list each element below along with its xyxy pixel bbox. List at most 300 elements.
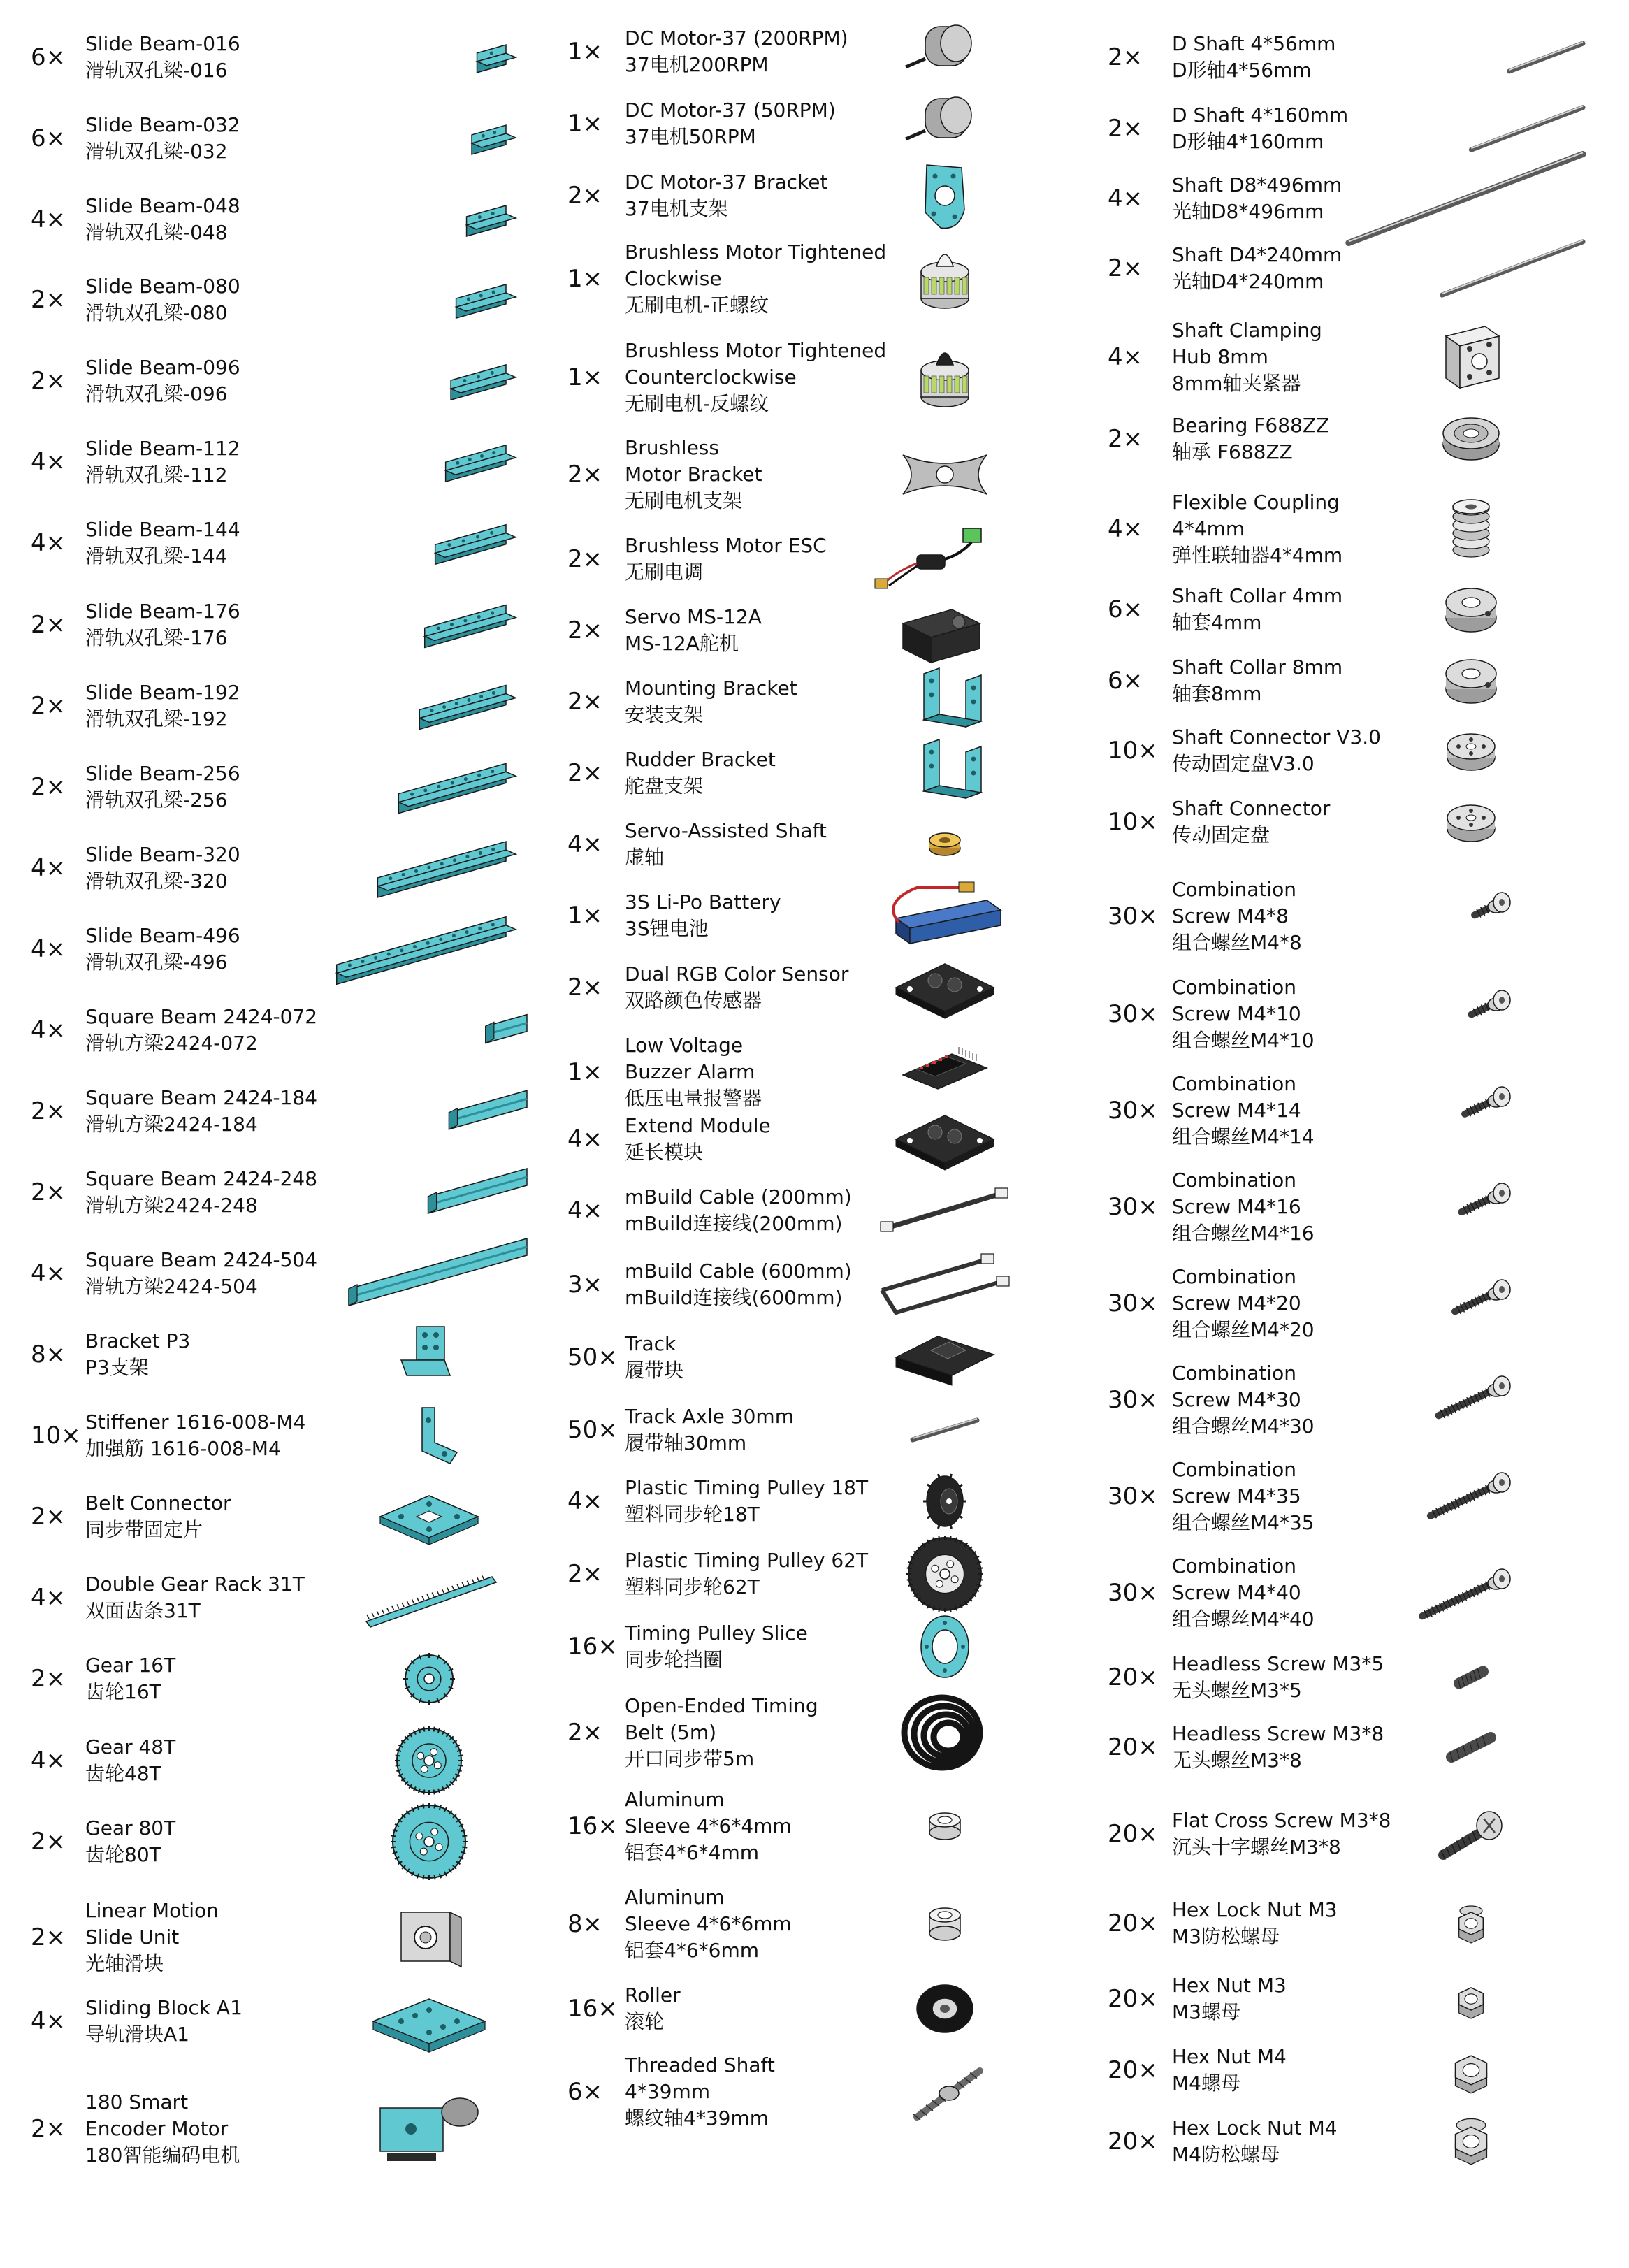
part-name-line: 塑料同步轮18T <box>625 1503 760 1526</box>
part-quantity: 2× <box>567 687 603 716</box>
part-name <box>1172 583 1342 636</box>
part-name <box>625 889 781 942</box>
part-quantity: 4× <box>31 447 66 476</box>
part-name-line: 滑轨双孔梁-032 <box>85 140 228 163</box>
part-name-line: Shaft D4*240mm <box>1172 243 1342 266</box>
part-name <box>85 842 240 895</box>
part-name-line: 轴套8mm <box>1172 682 1262 705</box>
part-name-line: Slide Beam-016 <box>85 32 240 55</box>
part-name-line: Screw M4*30 <box>1172 1388 1301 1411</box>
coupling-icon <box>1345 491 1597 568</box>
cable-icon <box>847 1172 1043 1249</box>
part-name-line: Brushless Motor ESC <box>625 534 827 557</box>
part-name <box>1172 2115 1338 2168</box>
part-name-line: Gear 16T <box>85 1654 176 1677</box>
part-name-line: 3S锂电池 <box>625 917 709 940</box>
pulley-icon <box>847 1463 1043 1540</box>
part-name-line: Rudder Bracket <box>625 748 776 771</box>
gear-icon <box>324 1726 534 1796</box>
part-quantity: 4× <box>1108 184 1143 212</box>
part-row <box>31 842 534 895</box>
part-quantity: 30× <box>1108 1385 1158 1414</box>
part-row <box>1108 1071 1597 1150</box>
part-name <box>625 2052 775 2132</box>
part-row <box>31 1898 534 1977</box>
part-name-line: Servo-Assisted Shaft <box>625 819 827 842</box>
part-row <box>567 1331 1057 1384</box>
part-name-line: Brushless Motor Tightened <box>625 339 887 362</box>
part-name-line: Gear 80T <box>85 1816 176 1840</box>
part-name-line: Shaft Connector V3.0 <box>1172 725 1381 749</box>
part-name-line: 37电机支架 <box>625 197 728 220</box>
motor-bracket-icon <box>847 157 1043 234</box>
part-name-line: 齿轮80T <box>85 1843 161 1866</box>
part-quantity: 30× <box>1108 999 1158 1028</box>
part-name-line: Clockwise <box>625 267 722 290</box>
part-name-line: Aluminum <box>625 1788 725 1811</box>
part-name-line: mBuild连接线(200mm) <box>625 1212 843 1235</box>
part-row <box>1108 1360 1597 1440</box>
part-name-line: 37电机50RPM <box>625 125 756 148</box>
part-name-line: Timing Pulley Slice <box>625 1621 808 1645</box>
part-name-line: mBuild连接线(600mm) <box>625 1286 843 1309</box>
brushless-motor-icon <box>847 240 1043 317</box>
part-row <box>1108 1972 1597 2025</box>
slide-beam-icon <box>324 346 534 416</box>
part-name-line: Headless Screw M3*8 <box>1172 1722 1384 1745</box>
part-quantity: 2× <box>1108 114 1143 143</box>
part-row <box>567 533 1057 586</box>
part-name <box>85 273 240 326</box>
dc-motor-icon <box>847 13 1043 90</box>
part-name <box>1172 795 1330 848</box>
part-name <box>1172 1897 1338 1950</box>
part-name-line: Sliding Block A1 <box>85 1996 242 2019</box>
part-name <box>625 746 776 800</box>
part-name-line: 180 Smart <box>85 2090 189 2114</box>
part-row <box>31 1571 534 1624</box>
part-row <box>567 239 1057 319</box>
part-quantity: 2× <box>31 1827 66 1856</box>
square-beam-icon <box>324 1157 534 1227</box>
part-name-line: Threaded Shaft <box>625 2053 775 2076</box>
part-row <box>31 1995 534 2048</box>
parts-column-3 <box>1108 28 1597 2251</box>
part-name-line: 齿轮48T <box>85 1762 161 1785</box>
part-row <box>567 1786 1057 1866</box>
roller-icon <box>847 1970 1043 2047</box>
part-name-line: 滑轨方梁2424-072 <box>85 1032 258 1055</box>
part-quantity: 1× <box>567 109 603 138</box>
part-name-line: Mounting Bracket <box>625 677 797 700</box>
part-name <box>85 31 240 84</box>
part-quantity: 6× <box>31 43 66 71</box>
part-name-line: 组合螺丝M4*16 <box>1172 1222 1315 1245</box>
part-name <box>1172 317 1322 397</box>
hex-nut-icon <box>1345 1960 1597 2037</box>
part-quantity: 20× <box>1108 1984 1158 2013</box>
part-name <box>1172 1972 1287 2025</box>
part-name-line: 组合螺丝M4*10 <box>1172 1029 1315 1052</box>
part-row <box>31 1004 534 1057</box>
part-name-line: 滑轨双孔梁-496 <box>85 951 228 974</box>
part-name-line: 37电机200RPM <box>625 53 769 76</box>
part-name <box>85 760 240 814</box>
part-quantity: 2× <box>31 691 66 720</box>
brushless-motor-icon <box>847 339 1043 416</box>
part-row <box>1108 172 1597 225</box>
part-name-line: Screw M4*14 <box>1172 1099 1301 1122</box>
part-name-line: 滑轨双孔梁-016 <box>85 59 228 82</box>
part-name <box>85 435 240 489</box>
part-quantity: 4× <box>31 205 66 233</box>
part-row <box>567 604 1057 657</box>
track-icon <box>847 1319 1043 1396</box>
part-row <box>567 1547 1057 1601</box>
part-name-line: 双路颜色传感器 <box>625 989 762 1012</box>
part-name-line: Screw M4*10 <box>1172 1002 1301 1025</box>
part-name-line: Slide Beam-144 <box>85 518 240 541</box>
part-name-line: Hex Lock Nut M3 <box>1172 1898 1338 1921</box>
part-row <box>567 746 1057 800</box>
part-quantity: 2× <box>567 460 603 489</box>
part-row <box>1108 1807 1597 1861</box>
part-name-line: M3防松螺母 <box>1172 1925 1280 1948</box>
part-name-line: 铝套4*6*6mm <box>625 1939 759 1962</box>
part-row <box>567 25 1057 78</box>
part-row <box>1108 583 1597 636</box>
part-name <box>85 1571 305 1624</box>
part-quantity: 4× <box>31 2007 66 2035</box>
part-name-line: 光轴滑块 <box>85 1952 164 1975</box>
part-quantity: 1× <box>567 1057 603 1086</box>
part-name-line: Sleeve 4*6*6mm <box>625 1912 792 1935</box>
belt-connector-icon <box>324 1482 534 1552</box>
shaft-icon <box>1345 160 1597 237</box>
part-name <box>1172 1071 1315 1150</box>
part-name-line: Screw M4*40 <box>1172 1581 1301 1604</box>
part-name <box>1172 31 1335 84</box>
part-name <box>1172 1457 1315 1536</box>
part-quantity: 2× <box>31 1664 66 1693</box>
part-quantity: 2× <box>567 544 603 573</box>
part-row <box>567 97 1057 150</box>
part-quantity: 30× <box>1108 1192 1158 1221</box>
part-quantity: 2× <box>31 1923 66 1951</box>
part-row <box>567 1258 1057 1311</box>
part-name <box>625 1547 868 1601</box>
part-name-line: Bracket P3 <box>85 1329 191 1352</box>
part-quantity: 2× <box>567 1559 603 1588</box>
part-name <box>625 533 827 586</box>
part-name-line: Bearing F688ZZ <box>1172 414 1330 437</box>
part-quantity: 4× <box>31 1746 66 1775</box>
part-row <box>31 598 534 651</box>
part-quantity: 2× <box>31 1502 66 1531</box>
slide-beam-icon <box>324 185 534 254</box>
parts-column-2 <box>567 28 1057 2251</box>
servo-icon <box>847 592 1043 669</box>
part-name-line: Gear 48T <box>85 1735 176 1758</box>
part-row <box>1108 1167 1597 1247</box>
part-name <box>625 435 762 514</box>
threaded-shaft-icon <box>847 2053 1043 2130</box>
part-name-line: Flat Cross Screw M3*8 <box>1172 1809 1391 1832</box>
part-name-line: 滑轨双孔梁-112 <box>85 463 228 486</box>
part-name <box>625 961 848 1014</box>
part-name <box>85 679 240 732</box>
part-quantity: 20× <box>1108 1819 1158 1848</box>
part-name-line: 滑轨双孔梁-048 <box>85 221 228 244</box>
part-name-line: 3S Li-Po Battery <box>625 890 781 913</box>
part-quantity: 2× <box>31 772 66 801</box>
part-quantity: 3× <box>567 1270 603 1299</box>
part-name-line: D形轴4*56mm <box>1172 59 1312 82</box>
part-name-line: Hex Nut M4 <box>1172 2045 1287 2068</box>
part-name <box>625 1884 792 1964</box>
part-name-line: Square Beam 2424-184 <box>85 1086 318 1109</box>
part-name <box>625 169 827 222</box>
esc-icon <box>847 521 1043 598</box>
part-name-line: 滑轨双孔梁-320 <box>85 869 228 893</box>
part-name-line: Shaft D8*496mm <box>1172 173 1342 196</box>
part-name-line: Extend Module <box>625 1114 771 1137</box>
part-name-line: 无刷电调 <box>625 561 704 584</box>
part-quantity: 4× <box>567 1196 603 1225</box>
part-name-line: Linear Motion <box>85 1899 219 1922</box>
part-name-line: M3螺母 <box>1172 2000 1240 2023</box>
part-name <box>1172 876 1302 956</box>
part-name <box>625 1403 794 1457</box>
part-name <box>85 1734 175 1787</box>
part-quantity: 4× <box>567 1125 603 1153</box>
part-name-line: Combination <box>1172 1169 1297 1192</box>
part-row <box>567 338 1057 417</box>
part-row <box>31 31 534 84</box>
parts-column-1 <box>31 28 534 2251</box>
stiffener-icon <box>324 1401 534 1471</box>
slide-beam-icon <box>324 671 534 741</box>
part-name <box>625 97 836 150</box>
part-row <box>1108 317 1597 397</box>
part-quantity: 1× <box>567 363 603 391</box>
part-quantity: 2× <box>31 1097 66 1125</box>
screw-icon <box>1345 1554 1597 1631</box>
part-quantity: 10× <box>1108 736 1158 765</box>
screw-icon <box>1345 1072 1597 1149</box>
slide-beam-icon <box>324 508 534 578</box>
part-row <box>1108 412 1597 465</box>
part-name <box>85 1409 305 1462</box>
flat-screw-icon <box>1345 1796 1597 1872</box>
part-name-line: 双面齿条31T <box>85 1599 201 1622</box>
part-name-line: 同步带固定片 <box>85 1518 203 1541</box>
part-name-line: Hex Nut M3 <box>1172 1974 1287 1997</box>
part-row <box>31 1652 534 1705</box>
part-name <box>1172 489 1342 569</box>
set-screw-icon <box>1345 1639 1597 1716</box>
part-row <box>1108 2044 1597 2097</box>
part-quantity: 8× <box>31 1340 66 1368</box>
part-name-line: Track <box>625 1332 676 1355</box>
hex-nut-icon <box>1345 2032 1597 2109</box>
part-name <box>85 1328 190 1381</box>
part-name <box>1172 412 1329 465</box>
part-row <box>31 760 534 814</box>
connector-icon <box>1345 712 1597 789</box>
part-name <box>85 1085 317 1138</box>
part-name-line: 组合螺丝M4*40 <box>1172 1608 1315 1631</box>
part-name <box>85 517 240 570</box>
part-name-line: 塑料同步轮62T <box>625 1575 760 1598</box>
part-name-line: 无头螺丝M3*5 <box>1172 1679 1302 1702</box>
part-name-line: Headless Screw M3*5 <box>1172 1652 1384 1675</box>
part-row <box>1108 31 1597 84</box>
part-quantity: 1× <box>567 37 603 66</box>
part-name <box>1172 2044 1287 2097</box>
part-name <box>625 675 797 728</box>
part-row <box>567 1620 1057 1673</box>
part-name-line: MS-12A舵机 <box>625 632 739 655</box>
part-name <box>625 1620 808 1673</box>
part-name-line: Roller <box>625 1984 681 2007</box>
part-name-line: 铝套4*6*4mm <box>625 1841 759 1864</box>
part-row <box>567 889 1057 942</box>
servo-shaft-icon <box>847 806 1043 883</box>
part-name-line: D Shaft 4*160mm <box>1172 103 1349 127</box>
part-name-line: Square Beam 2424-248 <box>85 1167 318 1190</box>
part-quantity: 4× <box>31 1583 66 1612</box>
part-name-line: Combination <box>1172 1265 1297 1288</box>
part-row <box>31 193 534 246</box>
part-name-line: Slide Beam-048 <box>85 194 240 217</box>
part-name-line: 组合螺丝M4*14 <box>1172 1125 1315 1148</box>
part-name-line: 4*4mm <box>1172 517 1245 540</box>
part-name-line: 安装支架 <box>625 703 704 726</box>
part-row <box>31 2089 534 2169</box>
connector-icon <box>1345 783 1597 860</box>
shaft-icon <box>1345 19 1597 96</box>
part-name-line: Encoder Motor <box>85 2117 229 2140</box>
part-name-line: 螺纹轴4*39mm <box>625 2107 769 2130</box>
module-icon <box>847 949 1043 1026</box>
part-name <box>625 1982 681 2035</box>
part-name <box>85 1652 175 1705</box>
part-name-line: 同步轮挡圈 <box>625 1648 723 1671</box>
part-name <box>1172 1553 1315 1633</box>
part-name-line: Screw M4*35 <box>1172 1485 1301 1508</box>
sliding-block-icon <box>324 1986 534 2056</box>
cable-long-icon <box>847 1246 1043 1323</box>
bearing-icon <box>1345 400 1597 477</box>
slide-beam-icon <box>324 22 534 92</box>
part-name-line: 导轨滑块A1 <box>85 2023 189 2046</box>
part-name-line: 滑轨方梁2424-504 <box>85 1275 258 1298</box>
part-quantity: 2× <box>31 366 66 395</box>
part-row <box>1108 489 1597 569</box>
part-name-line: Brushless <box>625 436 719 459</box>
gear-icon <box>324 1644 534 1714</box>
gear-icon <box>847 1536 1043 1612</box>
part-row <box>31 517 534 570</box>
part-name-line: Combination <box>1172 1554 1297 1577</box>
part-name-line: Hub 8mm <box>1172 345 1268 368</box>
part-row <box>1108 1553 1597 1633</box>
part-name <box>85 1247 317 1300</box>
part-name-line: Belt (5m) <box>625 1721 717 1744</box>
part-row <box>1108 102 1597 155</box>
part-name-line: 滑轨方梁2424-184 <box>85 1113 258 1136</box>
lock-nut-icon <box>1345 2103 1597 2180</box>
slide-beam-icon <box>324 833 534 903</box>
part-quantity: 6× <box>1108 595 1143 623</box>
part-quantity: 1× <box>567 264 603 293</box>
lock-nut-icon <box>1345 1885 1597 1962</box>
part-quantity: 2× <box>567 973 603 1002</box>
square-beam-icon <box>324 1076 534 1146</box>
part-name <box>625 1032 762 1112</box>
part-row <box>567 1982 1057 2035</box>
part-row <box>31 1085 534 1138</box>
part-quantity: 4× <box>567 1487 603 1515</box>
part-row <box>31 679 534 732</box>
part-name <box>85 1995 242 2048</box>
part-name-line: 传动固定盘V3.0 <box>1172 752 1315 775</box>
x-bracket-icon <box>847 436 1043 513</box>
part-name-line: Screw M4*16 <box>1172 1195 1301 1218</box>
part-name-line: Brushless Motor Tightened <box>625 240 887 263</box>
part-name-line: Track Axle 30mm <box>625 1405 794 1428</box>
part-name <box>85 1490 231 1543</box>
part-name-line: 履带块 <box>625 1359 684 1382</box>
sleeve-icon <box>847 1788 1043 1865</box>
part-name-line: Plastic Timing Pulley 18T <box>625 1476 869 1499</box>
module-icon <box>847 1101 1043 1178</box>
part-name-line: 加强筋 1616-008-M4 <box>85 1437 281 1460</box>
part-name <box>625 1258 852 1311</box>
part-name-line: Dual RGB Color Sensor <box>625 962 849 985</box>
part-name-line: 无刷电机支架 <box>625 489 743 512</box>
square-beam-icon <box>324 1238 534 1308</box>
part-row <box>1108 1457 1597 1536</box>
part-row <box>567 2052 1057 2132</box>
battery-icon <box>847 877 1043 954</box>
part-quantity: 20× <box>1108 1663 1158 1691</box>
gear-icon <box>324 1807 534 1877</box>
part-name-line: 组合螺丝M4*30 <box>1172 1415 1315 1438</box>
part-name-line: 光轴D8*496mm <box>1172 200 1324 223</box>
part-name-line: 180智能编码电机 <box>85 2144 240 2167</box>
part-row <box>31 1409 534 1462</box>
part-row <box>567 1884 1057 1964</box>
part-row <box>567 1113 1057 1166</box>
part-name-line: Combination <box>1172 878 1297 901</box>
part-quantity: 6× <box>567 2077 603 2106</box>
part-row <box>567 435 1057 514</box>
part-name-line: 轴套4mm <box>1172 611 1262 634</box>
part-name-line: Slide Beam-256 <box>85 762 240 785</box>
part-name-line: 开口同步带5m <box>625 1747 755 1770</box>
part-quantity: 2× <box>31 2114 66 2143</box>
part-name-line: DC Motor-37 (50RPM) <box>625 99 836 122</box>
part-row <box>567 1693 1057 1772</box>
part-name <box>1172 1167 1315 1247</box>
part-name-line: DC Motor-37 (200RPM) <box>625 27 848 50</box>
part-quantity: 4× <box>31 1016 66 1044</box>
part-name-line: M4螺母 <box>1172 2072 1240 2095</box>
part-quantity: 1× <box>567 901 603 930</box>
part-name-line: 沉头十字螺丝M3*8 <box>1172 1835 1341 1858</box>
